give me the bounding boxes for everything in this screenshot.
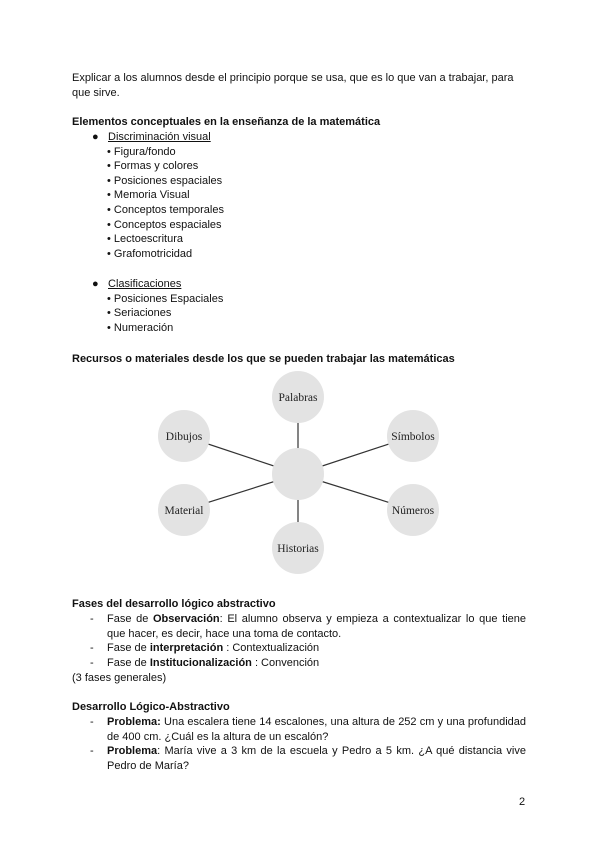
list-item: • Memoria Visual (107, 189, 190, 202)
list-item (90, 656, 526, 671)
item-bold: Observación (153, 613, 220, 625)
node-label: Palabras (278, 392, 318, 404)
section-title-elementos: Elementos conceptuales en la enseñanza de la matemática (72, 116, 381, 128)
list-item (90, 641, 526, 656)
bullet-icon: ● (92, 131, 99, 143)
intro-paragraph: Explicar a los alumnos desde el principio porque se usa, que es lo que van a trabajar, para que sirve. (72, 72, 514, 99)
item-text: : El alumno observa y empieza a contextualizar lo que tiene que hacer, es decir, hace una toma de contacto. (107, 613, 526, 640)
node-label: Material (164, 505, 204, 517)
list-item: • Seriaciones (107, 307, 172, 320)
item-prefix: Fase de (107, 642, 150, 655)
list-item: • Posiciones Espaciales (107, 292, 224, 305)
item-prefix: Fase de (107, 613, 153, 625)
dash-icon: - (90, 656, 94, 669)
item-text: : Contextualización (223, 642, 320, 655)
dash-icon: - (90, 613, 94, 625)
list-item: • Grafomotricidad (107, 247, 193, 260)
dash-icon: - (90, 642, 94, 655)
node-label: Dibujos (165, 431, 203, 443)
list-item: • Conceptos espaciales (107, 218, 222, 231)
item-text: : Convención (251, 656, 320, 669)
section-title-recursos: Recursos o materiales desde los que se pueden trabajar las matemáticas (72, 353, 455, 365)
list-item (90, 715, 526, 744)
list-item: • Posiciones espaciales (107, 174, 223, 187)
list-item: • Conceptos temporales (107, 203, 224, 216)
item-bold: Problema (107, 745, 158, 758)
center-node (272, 448, 324, 500)
node-label: Historias (277, 543, 319, 555)
list-item: • Numeración (107, 321, 174, 334)
item-bold: interpretación (149, 642, 224, 655)
list-item: • Formas y colores (107, 160, 199, 173)
dash-icon: - (90, 716, 94, 728)
node-label: Números (391, 505, 435, 517)
item-text: Una escalera tiene 14 escalones, una altura de 252 cm y una profundidad de 400 cm. ¿Cuál es la altura de un escalón? (107, 716, 526, 743)
list-item (90, 612, 526, 641)
list-item: • Lectoescritura (107, 233, 183, 246)
fases-note: (3 fases generales) (72, 672, 167, 684)
bullet-icon: ● (92, 278, 99, 290)
node-label: Símbolos (391, 431, 435, 443)
page-number: 2 (519, 796, 526, 808)
list-item: • Figura/fondo (107, 145, 176, 158)
section-title-fases: Fases del desarrollo lógico abstractivo (72, 598, 276, 610)
item-bold: Institucionalización (149, 656, 252, 669)
group-heading: Clasificaciones (108, 278, 182, 290)
section-title-desarrollo: Desarrollo Lógico-Abstractivo (72, 701, 230, 713)
dash-icon: - (90, 745, 94, 758)
list-problemas (90, 715, 526, 773)
list-item (90, 744, 526, 773)
item-prefix: Fase de (107, 656, 150, 669)
item-text: : María vive a 3 km de la escuela y Pedro a 5 km. ¿A qué distancia vive Pedro de María? (107, 745, 526, 772)
item-bold: Problema: (107, 716, 161, 728)
group-heading: Discriminación visual (108, 131, 211, 143)
list-fases (90, 612, 526, 670)
